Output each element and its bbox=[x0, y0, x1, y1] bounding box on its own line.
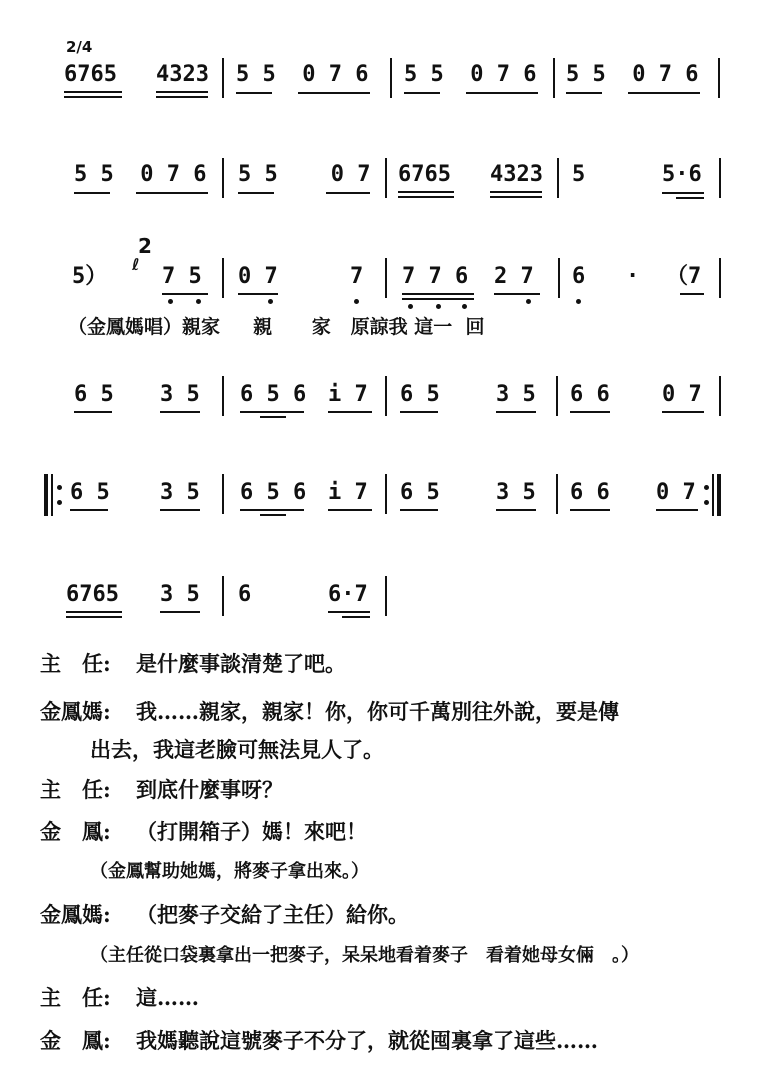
underline bbox=[240, 509, 304, 511]
underline bbox=[162, 293, 208, 295]
dialogue-text: 我媽聽說這號麥子不分了，就從囤裏拿了這些…… bbox=[136, 1028, 598, 1053]
underline bbox=[662, 411, 704, 413]
underline bbox=[156, 96, 208, 98]
note-group: 6·7 bbox=[328, 582, 368, 607]
note-group: 6765 bbox=[64, 62, 117, 87]
barline bbox=[385, 474, 387, 514]
note-single: 7 bbox=[350, 264, 364, 289]
underline bbox=[342, 616, 370, 618]
underline bbox=[160, 611, 200, 613]
underline bbox=[656, 509, 698, 511]
stage-direction: （主任從口袋裏拿出一把麥子，呆呆地看着麥子 看着她母女倆 。） bbox=[90, 945, 639, 966]
speaker-label: 主 任: bbox=[40, 777, 111, 802]
dialogue-text: （打開箱子）媽！來吧！ bbox=[136, 819, 367, 844]
repeat-dot bbox=[704, 485, 709, 490]
low-dot bbox=[268, 299, 273, 304]
note-group: 4323 bbox=[156, 62, 209, 87]
barline bbox=[556, 474, 558, 514]
low-dot bbox=[576, 299, 581, 304]
underline bbox=[402, 293, 474, 295]
speaker-label: 金 鳳: bbox=[40, 819, 111, 844]
dialogue-text: 是什麼事談清楚了吧。 bbox=[136, 651, 346, 676]
barline bbox=[385, 258, 387, 298]
note-group: i 7 bbox=[328, 480, 368, 505]
note-single: 6 bbox=[572, 264, 586, 289]
speaker-label: 主 任: bbox=[40, 985, 111, 1010]
barline bbox=[222, 58, 224, 98]
note-group: 3 5 bbox=[160, 382, 200, 407]
barline bbox=[719, 158, 721, 198]
note-group: 5） bbox=[72, 264, 108, 289]
repeat-dot bbox=[704, 500, 709, 505]
note-group: 5 5 0 7 6 bbox=[566, 62, 699, 87]
underline bbox=[66, 611, 122, 613]
dialogue-text: （把麥子交給了主任）給你。 bbox=[136, 902, 409, 927]
note-group: 4323 bbox=[490, 162, 543, 187]
underline bbox=[326, 192, 370, 194]
underline bbox=[136, 192, 208, 194]
note-group: 2 7 bbox=[494, 264, 534, 289]
barline bbox=[385, 576, 387, 616]
note-group: 3 5 bbox=[496, 480, 536, 505]
underline bbox=[238, 293, 278, 295]
note-group: 7 5 bbox=[162, 264, 202, 289]
underline bbox=[490, 196, 542, 198]
low-dot bbox=[354, 299, 359, 304]
underline bbox=[570, 509, 610, 511]
underline bbox=[66, 616, 122, 618]
note-group: 0 7 bbox=[662, 382, 702, 407]
note-group: 6765 bbox=[398, 162, 451, 187]
underline bbox=[74, 411, 112, 413]
barline bbox=[222, 376, 224, 416]
barline bbox=[385, 376, 387, 416]
underline bbox=[160, 411, 200, 413]
note-group: （7 bbox=[666, 264, 702, 289]
repeat-start-thin bbox=[51, 474, 53, 516]
underline bbox=[662, 192, 704, 194]
underline bbox=[298, 92, 370, 94]
barline bbox=[222, 474, 224, 514]
note-group: 6765 bbox=[66, 582, 119, 607]
underline bbox=[64, 91, 122, 93]
note-group: 6 5 bbox=[400, 382, 440, 407]
underline bbox=[466, 92, 538, 94]
low-dot bbox=[168, 299, 173, 304]
time-signature-text: 2/4 bbox=[66, 38, 93, 56]
grace-note: 2 bbox=[138, 234, 152, 258]
note-group: 3 5 bbox=[160, 480, 200, 505]
underline bbox=[400, 509, 438, 511]
lyrics-line: （金鳳媽唱）親家 親 家 原諒我 這一 回 bbox=[68, 316, 485, 338]
repeat-end-thick bbox=[717, 474, 721, 516]
underline bbox=[496, 411, 536, 413]
speaker-label: 金 鳳: bbox=[40, 1028, 111, 1053]
note-dot: · bbox=[626, 264, 640, 289]
barline bbox=[222, 258, 224, 298]
underline bbox=[628, 92, 700, 94]
dialogue-text: 到底什麼事呀？ bbox=[136, 777, 283, 802]
note-group: 3 5 bbox=[496, 382, 536, 407]
underline bbox=[260, 514, 286, 516]
underline bbox=[238, 192, 274, 194]
note-group: 5 5 0 7 6 bbox=[236, 62, 369, 87]
repeat-start-thick bbox=[44, 474, 48, 516]
note-group: 6 5 6 bbox=[240, 480, 307, 505]
stage-direction: （金鳳幫助她媽，將麥子拿出來。） bbox=[90, 861, 369, 882]
barline bbox=[718, 58, 720, 98]
repeat-dot bbox=[57, 500, 62, 505]
speaker-label: 金鳳媽: bbox=[40, 902, 111, 927]
note-group: 5 5 0 7 6 bbox=[404, 62, 537, 87]
barline bbox=[719, 258, 721, 298]
dialogue-text: 這…… bbox=[136, 985, 199, 1010]
note-group: i 7 bbox=[328, 382, 368, 407]
underline bbox=[328, 611, 370, 613]
speaker-label: 主 任: bbox=[40, 651, 111, 676]
barline bbox=[557, 158, 559, 198]
low-dot bbox=[436, 304, 441, 309]
underline bbox=[676, 197, 704, 199]
repeat-dot bbox=[57, 485, 62, 490]
note-group: 7 7 6 bbox=[402, 264, 469, 289]
barline bbox=[222, 576, 224, 616]
underline bbox=[328, 411, 372, 413]
note-group: 6 6 bbox=[570, 382, 610, 407]
note-group: 5 5 0 7 bbox=[238, 162, 371, 187]
underline bbox=[398, 196, 454, 198]
repeat-end-thin bbox=[712, 474, 714, 516]
grace-mark: ℓ bbox=[132, 255, 140, 274]
barline bbox=[558, 258, 560, 298]
dialogue-text: 出去，我這老臉可無法見人了。 bbox=[90, 737, 384, 762]
note-group: 6 6 bbox=[570, 480, 610, 505]
note-single: 6 bbox=[238, 582, 252, 607]
note-group: 0 7 bbox=[656, 480, 696, 505]
underline bbox=[402, 298, 474, 300]
underline bbox=[240, 411, 304, 413]
speaker-label: 金鳳媽: bbox=[40, 699, 111, 724]
underline bbox=[156, 91, 208, 93]
low-dot bbox=[462, 304, 467, 309]
underline bbox=[160, 509, 200, 511]
note-group: 6 5 bbox=[70, 480, 110, 505]
note-single: 5 bbox=[572, 162, 586, 187]
note-group: 6 5 bbox=[400, 480, 440, 505]
underline bbox=[400, 411, 438, 413]
underline bbox=[680, 293, 704, 295]
low-dot bbox=[196, 299, 201, 304]
underline bbox=[260, 416, 286, 418]
low-dot bbox=[408, 304, 413, 309]
note-group: 3 5 bbox=[160, 582, 200, 607]
barline bbox=[222, 158, 224, 198]
underline bbox=[328, 509, 372, 511]
note-group: 5 5 0 7 6 bbox=[74, 162, 207, 187]
underline bbox=[74, 192, 110, 194]
barline bbox=[385, 158, 387, 198]
barline bbox=[719, 376, 721, 416]
underline bbox=[236, 92, 272, 94]
note-group: 5·6 bbox=[662, 162, 702, 187]
barline bbox=[390, 58, 392, 98]
underline bbox=[64, 96, 122, 98]
note-group: 6 5 bbox=[74, 382, 114, 407]
underline bbox=[490, 191, 542, 193]
note-group: 6 5 6 bbox=[240, 382, 307, 407]
underline bbox=[398, 191, 454, 193]
low-dot bbox=[526, 299, 531, 304]
underline bbox=[404, 92, 440, 94]
underline bbox=[70, 509, 108, 511]
underline bbox=[570, 411, 610, 413]
barline bbox=[556, 376, 558, 416]
underline bbox=[566, 92, 602, 94]
barline bbox=[553, 58, 555, 98]
underline bbox=[496, 509, 536, 511]
underline bbox=[494, 293, 540, 295]
note-group: 0 7 bbox=[238, 264, 278, 289]
dialogue-text: 我……親家，親家！你，你可千萬別往外說，要是傳 bbox=[136, 699, 619, 724]
